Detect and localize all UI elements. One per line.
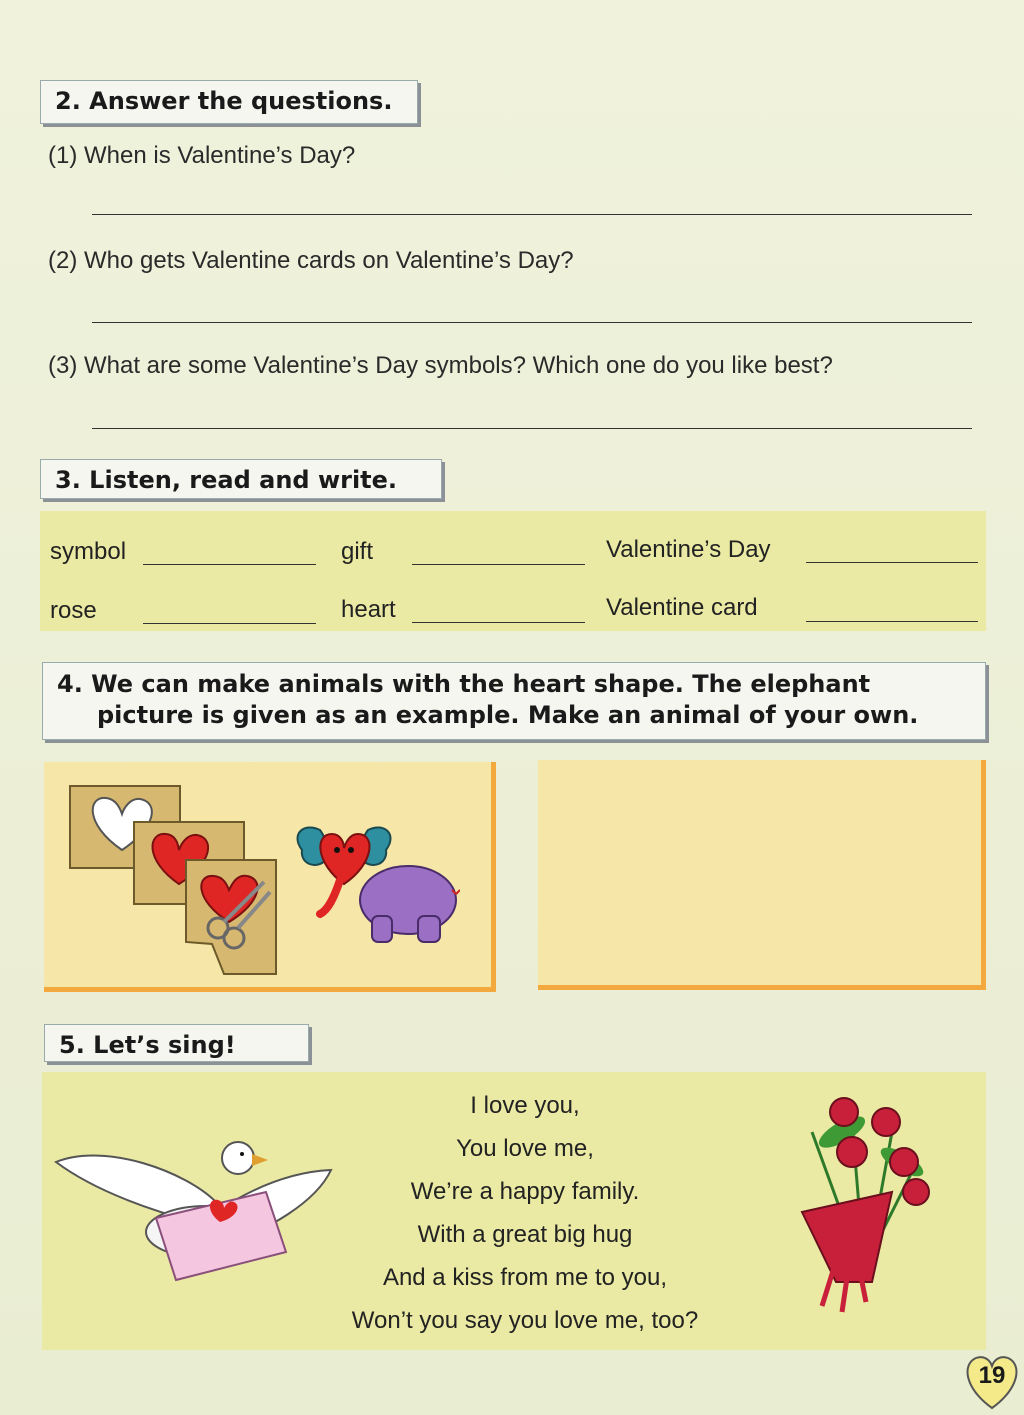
section-4-heading-line1: 4. We can make animals with the heart shape. The elephant: [57, 670, 871, 698]
word-gift: gift: [341, 538, 374, 565]
word-valentines-day: Valentine’s Day: [606, 536, 771, 563]
question-2: (2) Who gets Valentine cards on Valentine’s Day?: [48, 247, 574, 274]
heart-elephant-illustration: [290, 820, 460, 950]
section-3-heading-text: 3. Listen, read and write.: [55, 466, 398, 494]
draw-your-animal-box[interactable]: [538, 760, 986, 990]
song-line-3: We’re a happy family.: [410, 1178, 640, 1205]
blank-rose[interactable]: [143, 623, 316, 624]
word-heart: heart: [341, 596, 396, 623]
blank-heart[interactable]: [412, 622, 585, 623]
blank-gift[interactable]: [412, 564, 585, 565]
section-4-heading: [42, 662, 986, 740]
song-line-1: I love you,: [470, 1092, 580, 1119]
word-valentine-card: Valentine card: [606, 594, 758, 621]
word-band: [40, 511, 986, 631]
word-rose: rose: [50, 597, 97, 624]
blank-symbol[interactable]: [143, 564, 316, 565]
answer-line-2[interactable]: [92, 322, 972, 323]
example-picture-box: [44, 762, 496, 992]
section-4-heading-line2: picture is given as an example. Make an animal of your own.: [97, 701, 919, 729]
section-3-heading: [40, 459, 442, 499]
song-line-6: Won’t you say you love me, too?: [351, 1307, 699, 1334]
section-2-heading-text: 2. Answer the questions.: [55, 87, 393, 115]
section-5-heading: [44, 1024, 309, 1062]
song-line-4: With a great big hug: [417, 1221, 633, 1248]
blank-valentine-card[interactable]: [806, 621, 978, 622]
answer-line-1[interactable]: [92, 214, 972, 215]
song-line-5: And a kiss from me to you,: [382, 1264, 668, 1291]
song-line-2: You love me,: [456, 1135, 594, 1162]
answer-line-3[interactable]: [92, 428, 972, 429]
question-3: (3) What are some Valentine’s Day symbols? Which one do you like best?: [48, 352, 833, 379]
section-5-heading-text: 5. Let’s sing!: [59, 1031, 236, 1059]
question-1: (1) When is Valentine’s Day?: [48, 142, 356, 169]
word-symbol: symbol: [50, 538, 127, 565]
page-number: 19: [978, 1362, 1006, 1389]
section-2-heading: [40, 80, 418, 124]
blank-valentines-day[interactable]: [806, 562, 978, 563]
rose-bouquet-illustration: [782, 1092, 942, 1322]
